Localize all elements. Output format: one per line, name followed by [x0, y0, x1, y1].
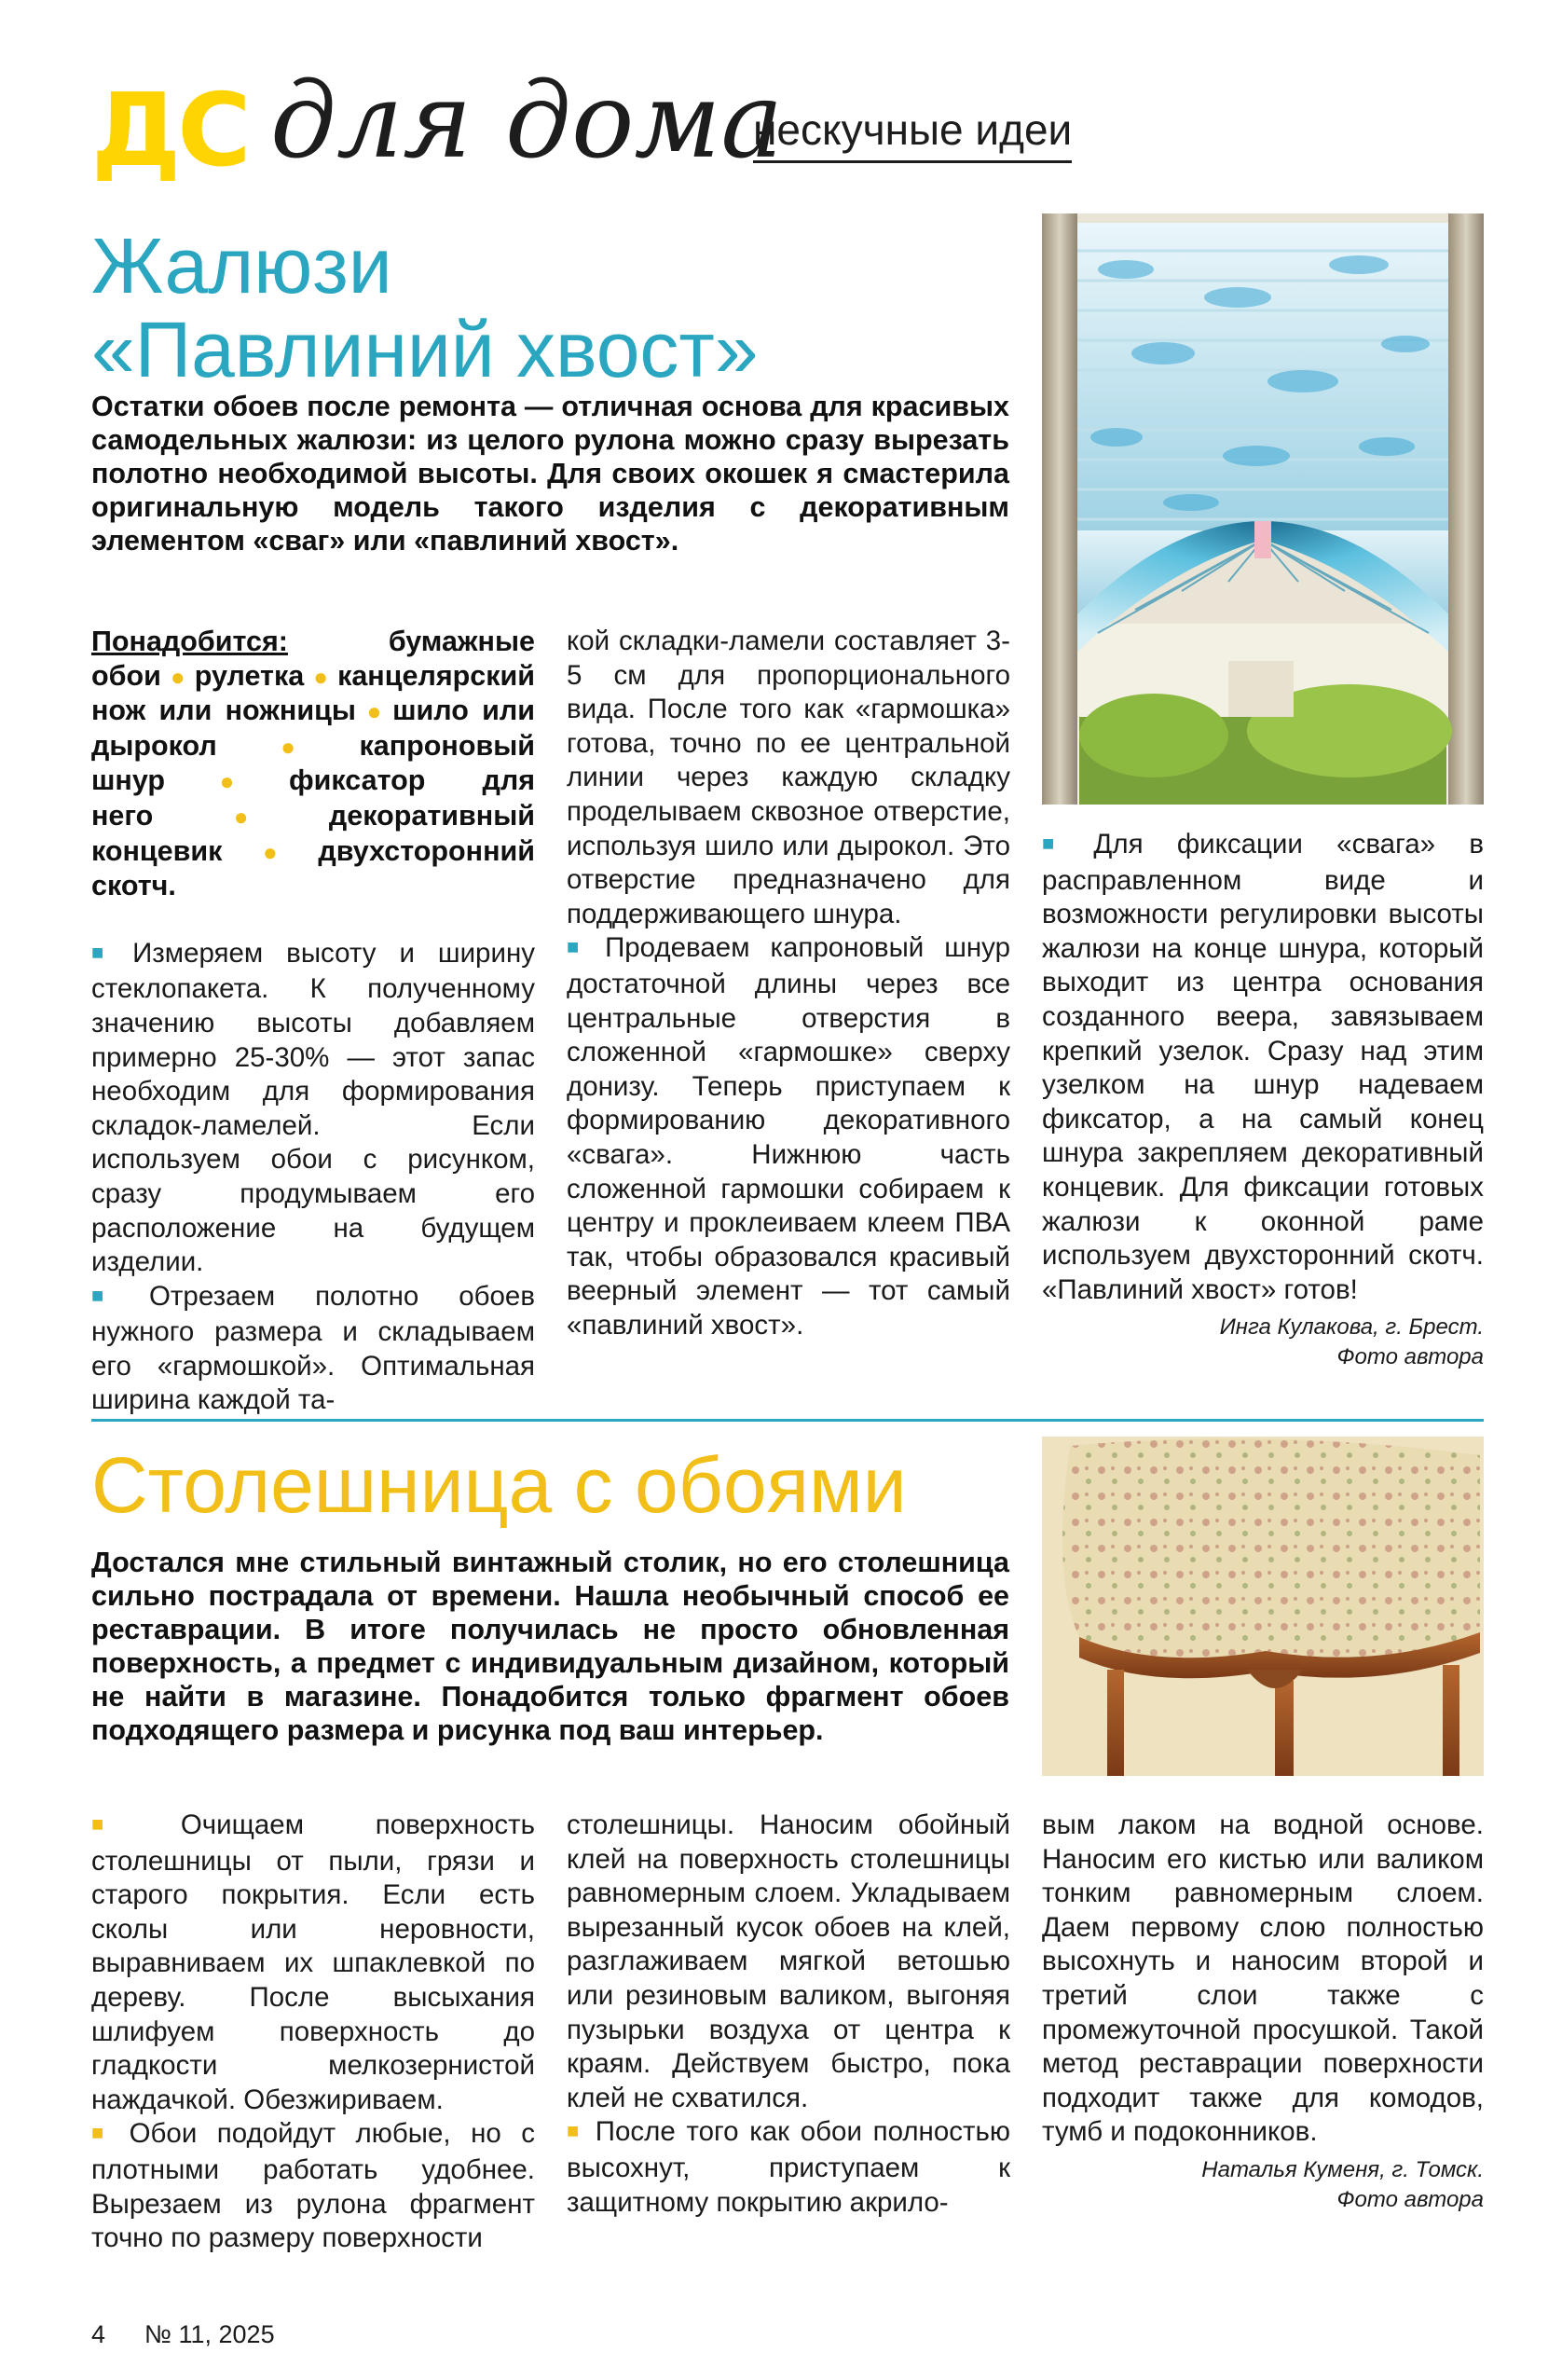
paragraph-text: Для фиксации «свага» в расправленном виде и возможности регулировки высоты жалюзи на конце шнура, который выходит из центра основания созданного веера, завязываем крепкий узелок. Сразу над этим узелком на шнур надеваем фиксатор, а на самый конец шнура закрепляем декоративный концевик. Для фиксации готовых жалюзи к оконной раме используем двухсторонний скотч. «Павлиний хвост» готов!	[1042, 829, 1484, 1305]
requirement-item: бумажные обои	[91, 626, 535, 692]
logo-home: для дома	[270, 61, 784, 182]
paragraph-continuation: столешницы. Наносим обойный клей на поверхность столешницы равномерным слоем. Укладываем вырезанный кусок обоев на клей, разглаживаем мягкой ветошью или резиновым валиком, выгоняя пузырьки воздуха от центра к краям. Действуем быстро, пока клей не схватился.	[567, 1809, 1010, 2113]
square-bullet-icon: ■	[91, 1812, 168, 1836]
paragraph	[91, 2117, 535, 2255]
article1-title-line2: «Павлиний хвост»	[91, 306, 759, 393]
article1-photo-credit: Фото автора	[1336, 1344, 1484, 1370]
paragraph	[91, 1809, 535, 2117]
article2-column-1	[91, 1809, 535, 2256]
paragraph-text: Отрезаем полотно обоев нужного размера и складываем его «гармошкой». Оптимальная ширина каждой та-	[91, 1280, 535, 1416]
requirements-label: Понадобится:	[91, 626, 288, 657]
bullet-dot-icon: ●	[227, 837, 313, 866]
article1-author: Инга Кулакова, г. Брест.	[1219, 1314, 1484, 1341]
requirement-item: двухсторонний скотч.	[91, 834, 535, 902]
peacock-blind-illustration	[1042, 213, 1484, 805]
article1-column-3	[1042, 828, 1484, 1372]
bullet-dot-icon: ●	[361, 697, 388, 726]
article2-author: Наталья Куменя, г. Томск.	[1201, 2156, 1484, 2182]
table-photo	[1042, 1437, 1484, 1776]
section-tagline: нескучные идеи	[753, 104, 1072, 163]
requirement-item: канцелярский нож или ножницы	[91, 659, 535, 727]
square-bullet-icon: ■	[567, 935, 593, 959]
paragraph-text: Продеваем капроновый шнур достаточной длины через все центральные отверстия в сложенной «гармошке» сверху донизу. Теперь приступаем к формированию декоративного «свага». Нижнюю часть сложенной гармошки собираем к центру и проклеиваем клеем ПВА так, чтобы образовался красивый веерный элемент — тот самый «павлиний хвост».	[567, 932, 1010, 1341]
paragraph	[91, 937, 535, 1280]
square-bullet-icon: ■	[91, 940, 120, 964]
bullet-dot-icon: ●	[222, 732, 354, 761]
article1-column-1	[91, 625, 535, 1418]
requirement-item: рулетка	[194, 659, 305, 692]
article2-lead: Достался мне стильный винтажный столик, но его столешница сильно пострадала от времени. Нашла необычный способ ее реставрации. В итоге получилась не просто обновленная поверхность, а предмет с индивидуальным дизайном, который не найти в магазине. Понадобится только фрагмент обоев подходящего размера и рисунка под ваш интерьер.	[91, 1547, 1009, 1746]
article1-title	[91, 224, 1023, 392]
requirement-item: декоративный концевик	[91, 799, 535, 867]
square-bullet-icon: ■	[91, 2121, 116, 2145]
paragraph-text: Очищаем поверхность столешницы от пыли, грязи и старого покрытия. Если есть сколы или неровности, выравниваем их шпаклевкой по дереву. После высыхания шлифуем поверхность до гладкости мелкозернистой наждачкой. Обезжириваем.	[91, 1809, 535, 2115]
square-bullet-icon: ■	[1042, 832, 1081, 855]
paragraph	[567, 2115, 1010, 2220]
requirement-item: шило или дырокол	[91, 695, 535, 762]
bullet-dot-icon: ●	[309, 662, 333, 691]
requirement-item: капроновый шнур	[91, 729, 535, 797]
bullet-dot-icon: ●	[171, 767, 283, 796]
paragraph-continuation: вым лаком на водной основе. Наносим его кистью или валиком тонким равномерным слоем. Даем первому слою полностью высохнуть и наносим второй и третий слои также с промежуточной просушкой. Такой метод реставрации поверхности подходит также для комодов, тумб и подоконников.	[1042, 1809, 1484, 2148]
page-number: 4	[91, 2320, 106, 2348]
bullet-dot-icon: ●	[158, 802, 323, 831]
section-divider	[91, 1419, 1484, 1422]
square-bullet-icon: ■	[567, 2119, 582, 2143]
paragraph-text: После того как обои полностью высохнут, приступаем к защитному покрытию акрило-	[567, 2116, 1010, 2218]
square-bullet-icon: ■	[91, 1283, 136, 1307]
paragraph-continuation: кой складки-ламели составляет 3-5 см для пропорционального вида. После того как «гармошка» готова, точно по ее центральной линии через каждую складку проделываем сквозное отверстие, используя шило или дырокол. Это отверстие предназначено для поддерживающего шнура.	[567, 626, 1010, 929]
article2-photo-credit: Фото автора	[1336, 2186, 1484, 2212]
article2-column-2	[567, 1809, 1010, 2220]
paragraph	[567, 931, 1010, 1342]
requirement-item: фиксатор для него	[91, 764, 535, 832]
paragraph-text: Измеряем высоту и ширину стеклопакета. К полученному значению высоты добавляем примерно 25-30% — этот запас необходим для формирования складок-ламелей. Если используем обои с рисунком, сразу продумываем его расположение на будущем изделии.	[91, 937, 535, 1278]
page-footer	[91, 2319, 314, 2349]
article1-column-2	[567, 625, 1010, 1342]
requirements	[91, 625, 535, 903]
article1-lead: Остатки обоев после ремонта — отличная основа для красивых самодельных жалюзи: из целого рулона можно сразу вырезать полотно необходимой высоты. Для своих окошек я смастерила оригинальную модель такого изделия с декоративным элементом «сваг» или «павлиний хвост».	[91, 391, 1009, 557]
logo-ds: ДС	[91, 73, 248, 189]
article1-title-line1: Жалюзи	[91, 222, 392, 310]
article2-column-3	[1042, 1809, 1484, 2215]
issue-number: № 11, 2025	[144, 2320, 275, 2348]
vintage-table-illustration	[1042, 1437, 1484, 1776]
bullet-dot-icon: ●	[166, 662, 189, 691]
article2-title: Столешница с обоями	[91, 1441, 907, 1529]
blind-photo	[1042, 213, 1484, 805]
paragraph-text: Обои подойдут любые, но с плотными работать удобнее. Вырезаем из рулона фрагмент точно по размеру поверхности	[91, 2118, 535, 2254]
paragraph	[91, 1280, 535, 1418]
paragraph	[1042, 828, 1484, 1307]
